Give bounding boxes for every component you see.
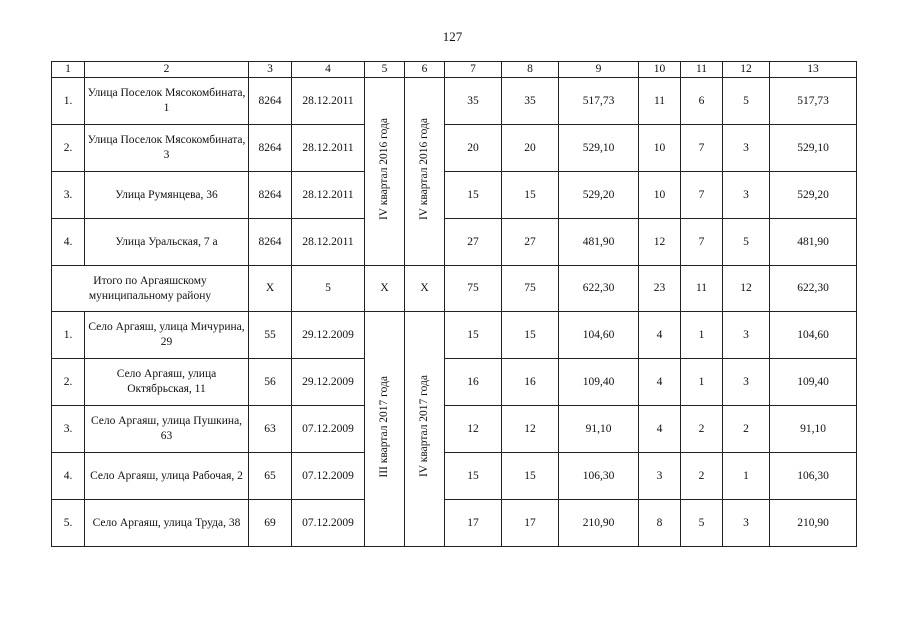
cell-col8: 16	[502, 359, 559, 406]
header-cell: 4	[292, 62, 365, 78]
cell-col9: 91,10	[559, 406, 639, 453]
cell-col9: 517,73	[559, 78, 639, 125]
period-start-cell	[365, 312, 405, 547]
row-number: 2.	[52, 359, 85, 406]
cell-col3: 8264	[249, 219, 292, 266]
address-cell: Улица Поселок Мясокомбината, 3	[85, 125, 249, 172]
cell-col11: 6	[681, 78, 723, 125]
cell-col4: 28.12.2011	[292, 125, 365, 172]
cell-col10: 4	[639, 312, 681, 359]
cell-col3: 56	[249, 359, 292, 406]
cell-col12: 1	[723, 453, 770, 500]
cell-col13: 517,73	[770, 78, 857, 125]
total-row	[52, 266, 857, 312]
header-cell: 2	[85, 62, 249, 78]
cell-col10: 3	[639, 453, 681, 500]
header-cell: 11	[681, 62, 723, 78]
cell-col12: 5	[723, 78, 770, 125]
header-cell: 12	[723, 62, 770, 78]
cell-col13: 91,10	[770, 406, 857, 453]
cell-col11: 11	[681, 266, 723, 312]
cell-col12: 12	[723, 266, 770, 312]
cell-col7: 20	[445, 125, 502, 172]
cell-col7: 12	[445, 406, 502, 453]
cell-col13: 106,30	[770, 453, 857, 500]
cell-col3: 8264	[249, 78, 292, 125]
cell-col13: 104,60	[770, 312, 857, 359]
cell-col10: 23	[639, 266, 681, 312]
header-cell: 13	[770, 62, 857, 78]
housing-table	[51, 61, 857, 547]
period-end-cell	[405, 312, 445, 547]
total-label: Итого по Аргаяшскому муниципальному району	[52, 266, 249, 312]
cell-col3: X	[249, 266, 292, 312]
cell-col12: 3	[723, 172, 770, 219]
table-row	[52, 359, 857, 406]
address-cell: Село Аргаяш, улица Мичурина, 29	[85, 312, 249, 359]
cell-col7: 35	[445, 78, 502, 125]
address-cell: Село Аргаяш, улица Пушкина, 63	[85, 406, 249, 453]
address-cell: Улица Уральская, 7 а	[85, 219, 249, 266]
header-cell: 6	[405, 62, 445, 78]
period-start-cell	[365, 78, 405, 266]
cell-col4: 5	[292, 266, 365, 312]
table-row	[52, 172, 857, 219]
period-end-text: IV квартал 2017 года	[418, 375, 430, 478]
cell-col11: 1	[681, 359, 723, 406]
cell-col7: 27	[445, 219, 502, 266]
cell-col10: 8	[639, 500, 681, 547]
cell-col8: 27	[502, 219, 559, 266]
cell-col7: 15	[445, 312, 502, 359]
row-number: 1.	[52, 312, 85, 359]
cell-col12: 2	[723, 406, 770, 453]
address-cell: Улица Поселок Мясокомбината, 1	[85, 78, 249, 125]
cell-col8: 15	[502, 312, 559, 359]
cell-col8: 15	[502, 172, 559, 219]
cell-col7: 16	[445, 359, 502, 406]
cell-col7: 15	[445, 453, 502, 500]
header-cell: 7	[445, 62, 502, 78]
cell-col7: 15	[445, 172, 502, 219]
cell-col9: 529,10	[559, 125, 639, 172]
cell-col13: 529,10	[770, 125, 857, 172]
cell-col3: 69	[249, 500, 292, 547]
cell-col11: 2	[681, 453, 723, 500]
cell-col4: 07.12.2009	[292, 453, 365, 500]
cell-col8: 75	[502, 266, 559, 312]
cell-col9: 622,30	[559, 266, 639, 312]
period-start-text: IV квартал 2016 года	[378, 117, 390, 221]
cell-col9: 481,90	[559, 219, 639, 266]
cell-col10: 11	[639, 78, 681, 125]
row-number: 4.	[52, 453, 85, 500]
cell-col12: 5	[723, 219, 770, 266]
header-cell: 3	[249, 62, 292, 78]
cell-col10: 10	[639, 172, 681, 219]
cell-col4: 07.12.2009	[292, 500, 365, 547]
period-end-cell	[405, 78, 445, 266]
cell-col13: 109,40	[770, 359, 857, 406]
cell-col4: 28.12.2011	[292, 219, 365, 266]
cell-col4: 07.12.2009	[292, 406, 365, 453]
header-cell: 8	[502, 62, 559, 78]
cell-col13: 529,20	[770, 172, 857, 219]
cell-col10: 4	[639, 359, 681, 406]
cell-col3: 8264	[249, 172, 292, 219]
cell-col10: 10	[639, 125, 681, 172]
address-cell: Улица Румянцева, 36	[85, 172, 249, 219]
cell-col4: 28.12.2011	[292, 78, 365, 125]
cell-col11: 1	[681, 312, 723, 359]
cell-col13: 210,90	[770, 500, 857, 547]
cell-col12: 3	[723, 312, 770, 359]
table-row	[52, 453, 857, 500]
row-number: 3.	[52, 406, 85, 453]
cell-col4: 29.12.2009	[292, 359, 365, 406]
cell-col8: 35	[502, 78, 559, 125]
cell-col8: 12	[502, 406, 559, 453]
cell-col11: 2	[681, 406, 723, 453]
header-row	[52, 62, 857, 78]
cell-col3: 65	[249, 453, 292, 500]
cell-col10: 4	[639, 406, 681, 453]
cell-col10: 12	[639, 219, 681, 266]
cell-col13: 622,30	[770, 266, 857, 312]
header-cell: 1	[52, 62, 85, 78]
row-number: 1.	[52, 78, 85, 125]
cell-col9: 104,60	[559, 312, 639, 359]
cell-col4: 28.12.2011	[292, 172, 365, 219]
address-cell: Село Аргаяш, улица Октябрьская, 11	[85, 359, 249, 406]
cell-col13: 481,90	[770, 219, 857, 266]
row-number: 3.	[52, 172, 85, 219]
period-start-text: III квартал 2017 года	[378, 375, 390, 478]
cell-col9: 210,90	[559, 500, 639, 547]
cell-col3: 55	[249, 312, 292, 359]
cell-col11: 5	[681, 500, 723, 547]
address-cell: Село Аргаяш, улица Труда, 38	[85, 500, 249, 547]
table-row	[52, 219, 857, 266]
cell-col5: X	[365, 266, 405, 312]
header-cell: 9	[559, 62, 639, 78]
cell-col6: X	[405, 266, 445, 312]
row-number: 5.	[52, 500, 85, 547]
cell-col11: 7	[681, 219, 723, 266]
page-number: 127	[442, 29, 463, 44]
cell-col8: 15	[502, 453, 559, 500]
table-row	[52, 78, 857, 125]
cell-col11: 7	[681, 172, 723, 219]
table-row	[52, 406, 857, 453]
table-row	[52, 500, 857, 547]
cell-col7: 75	[445, 266, 502, 312]
cell-col8: 20	[502, 125, 559, 172]
table-row	[52, 312, 857, 359]
cell-col3: 8264	[249, 125, 292, 172]
cell-col3: 63	[249, 406, 292, 453]
cell-col8: 17	[502, 500, 559, 547]
row-number: 4.	[52, 219, 85, 266]
cell-col12: 3	[723, 359, 770, 406]
header-cell: 5	[365, 62, 405, 78]
period-end-text: IV квартал 2016 года	[418, 117, 430, 221]
address-cell: Село Аргаяш, улица Рабочая, 2	[85, 453, 249, 500]
cell-col12: 3	[723, 125, 770, 172]
row-number: 2.	[52, 125, 85, 172]
cell-col9: 106,30	[559, 453, 639, 500]
cell-col11: 7	[681, 125, 723, 172]
cell-col4: 29.12.2009	[292, 312, 365, 359]
cell-col7: 17	[445, 500, 502, 547]
cell-col9: 109,40	[559, 359, 639, 406]
cell-col9: 529,20	[559, 172, 639, 219]
header-cell: 10	[639, 62, 681, 78]
cell-col12: 3	[723, 500, 770, 547]
table-row	[52, 125, 857, 172]
